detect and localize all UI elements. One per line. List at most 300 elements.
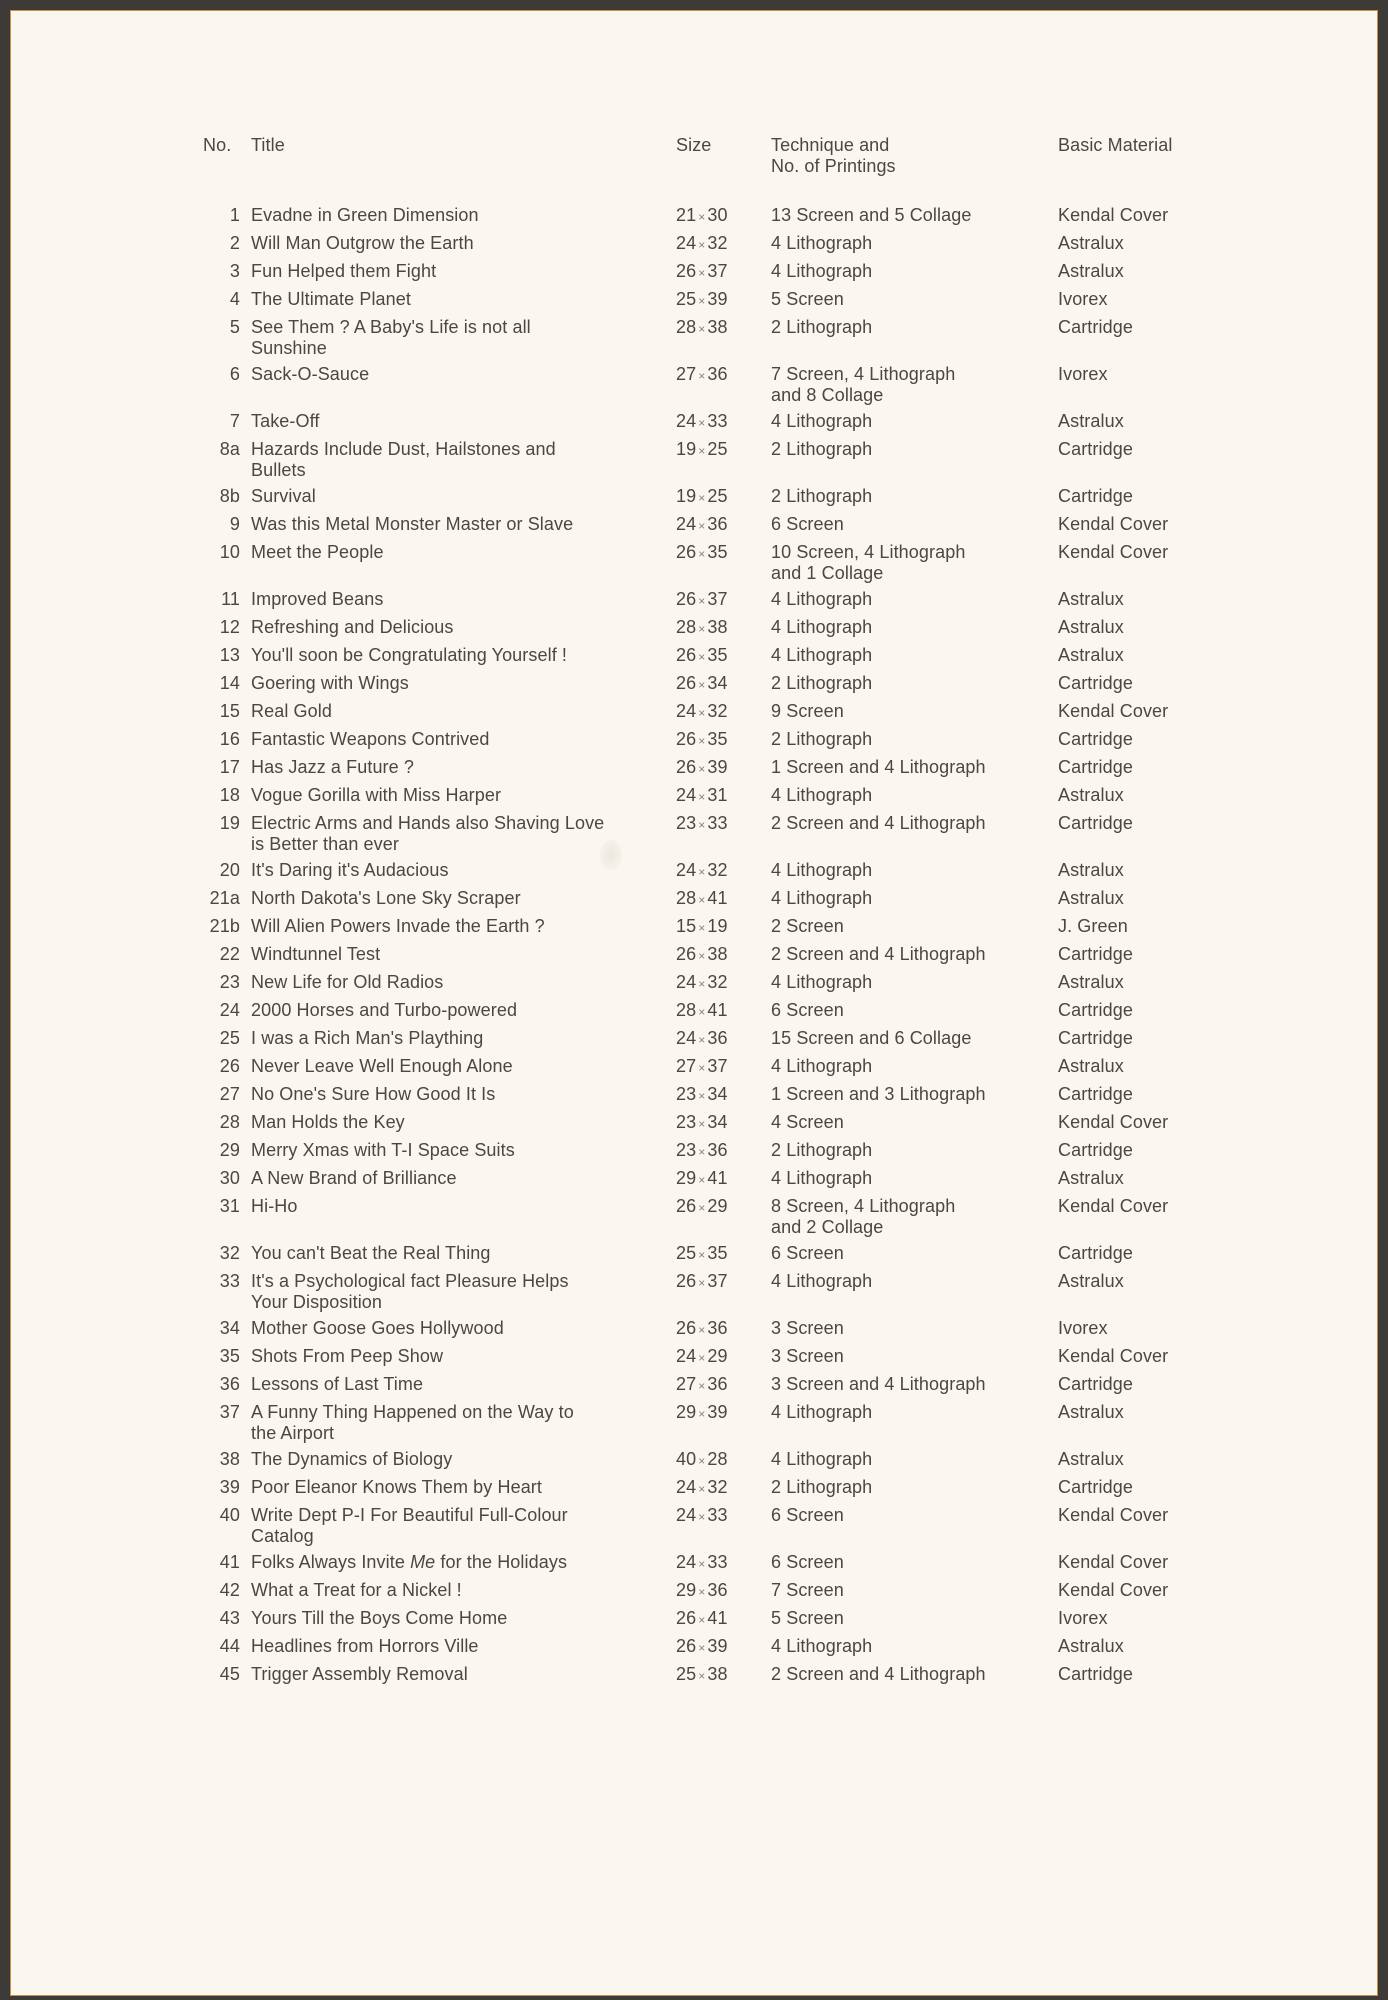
row-title: Sack-O-Sauce [251, 364, 370, 384]
size-width: 26 [676, 944, 697, 964]
row-number: 12 [219, 617, 240, 637]
row-number: 44 [219, 1636, 240, 1656]
title-part: Folks Always Invite [251, 1552, 411, 1572]
size-height: 25 [707, 439, 728, 459]
row-title: Poor Eleanor Knows Them by Heart [251, 1477, 543, 1497]
table-row [203, 411, 1223, 434]
size-width: 26 [676, 1318, 697, 1338]
row-technique: 2 Screen [771, 916, 844, 936]
row-material: Astralux [1058, 1449, 1124, 1469]
row-technique: 6 Screen [771, 1243, 844, 1263]
row-size [676, 364, 771, 406]
row-material: Ivorex [1058, 1318, 1108, 1338]
row-technique: 2 Lithograph [771, 729, 873, 749]
table-row [203, 860, 1223, 883]
size-height: 37 [707, 1056, 728, 1076]
table-row [203, 289, 1223, 312]
table-row [203, 1402, 1223, 1444]
size-height: 33 [707, 1552, 728, 1572]
row-material: Kendal Cover [1058, 1580, 1169, 1600]
size-width: 40 [676, 1449, 697, 1469]
row-technique: 15 Screen and 6 Collage [771, 1028, 972, 1048]
row-technique: 1 Screen and 4 Lithograph [771, 757, 986, 777]
size-height: 32 [707, 972, 728, 992]
row-size [676, 785, 771, 808]
row-size [676, 289, 771, 312]
row-size [676, 1028, 771, 1051]
size-times-sign: × [698, 790, 706, 804]
row-size [676, 888, 771, 911]
row-number: 38 [219, 1449, 240, 1469]
size-width: 24 [676, 514, 697, 534]
size-height: 36 [707, 1318, 728, 1338]
table-row [203, 1056, 1223, 1079]
row-material: Cartridge [1058, 757, 1133, 777]
row-technique: 6 Screen [771, 1505, 844, 1525]
size-height: 36 [707, 1140, 728, 1160]
row-material: Astralux [1058, 860, 1124, 880]
table-row [203, 1084, 1223, 1107]
row-material: Cartridge [1058, 1084, 1133, 1104]
size-height: 37 [707, 1271, 728, 1291]
row-number: 22 [219, 944, 240, 964]
row-size [676, 439, 771, 481]
row-technique: 2 Lithograph [771, 317, 873, 337]
row-size [676, 813, 771, 855]
table-row [203, 1271, 1223, 1313]
size-height: 41 [707, 1608, 728, 1628]
row-technique: 7 Screen, 4 Lithograph and 8 Collage [771, 364, 956, 405]
table-row [203, 1028, 1223, 1051]
size-times-sign: × [698, 977, 706, 991]
row-size [676, 1580, 771, 1603]
size-times-sign: × [698, 1585, 706, 1599]
size-width: 24 [676, 233, 697, 253]
row-title: Meet the People [251, 542, 384, 562]
size-height: 33 [707, 813, 728, 833]
size-times-sign: × [698, 622, 706, 636]
size-times-sign: × [698, 322, 706, 336]
size-width: 28 [676, 317, 697, 337]
row-number: 20 [219, 860, 240, 880]
row-number: 19 [219, 813, 240, 833]
table-row [203, 1552, 1223, 1575]
row-material: Cartridge [1058, 1664, 1133, 1684]
row-number: 10 [219, 542, 240, 562]
row-number: 15 [219, 701, 240, 721]
row-number: 17 [219, 757, 240, 777]
size-width: 26 [676, 673, 697, 693]
row-material: Astralux [1058, 233, 1124, 253]
row-technique: 6 Screen [771, 1000, 844, 1020]
size-times-sign: × [698, 1407, 706, 1421]
row-technique: 2 Lithograph [771, 439, 873, 459]
table-row [203, 944, 1223, 967]
row-material: Cartridge [1058, 1028, 1133, 1048]
row-size [676, 916, 771, 939]
row-size [676, 1318, 771, 1341]
row-size [676, 1608, 771, 1631]
row-size [676, 1084, 771, 1107]
table-row [203, 589, 1223, 612]
size-height: 41 [707, 888, 728, 908]
size-times-sign: × [698, 893, 706, 907]
row-size [676, 1449, 771, 1472]
size-times-sign: × [698, 678, 706, 692]
row-number: 11 [221, 589, 240, 609]
size-height: 36 [707, 364, 728, 384]
row-title: The Dynamics of Biology [251, 1449, 453, 1469]
row-title: Fun Helped them Fight [251, 261, 437, 281]
size-height: 36 [707, 1028, 728, 1048]
row-technique: 4 Lithograph [771, 888, 873, 908]
size-height: 32 [707, 1477, 728, 1497]
size-width: 28 [676, 1000, 697, 1020]
row-size [676, 1196, 771, 1238]
row-size [676, 1477, 771, 1500]
size-times-sign: × [698, 734, 706, 748]
size-times-sign: × [698, 1454, 706, 1468]
size-times-sign: × [698, 865, 706, 879]
size-times-sign: × [698, 1201, 706, 1215]
size-height: 34 [707, 1112, 728, 1132]
row-number: 29 [219, 1140, 240, 1160]
row-technique: 4 Lithograph [771, 411, 873, 431]
size-width: 26 [676, 1271, 697, 1291]
row-size [676, 701, 771, 724]
row-number: 32 [219, 1243, 240, 1263]
size-times-sign: × [698, 210, 706, 224]
table-row [203, 1664, 1223, 1687]
header-title: Title [251, 135, 285, 155]
table-row [203, 205, 1223, 228]
row-number: 18 [219, 785, 240, 805]
row-number: 26 [219, 1056, 240, 1076]
row-number: 39 [219, 1477, 240, 1497]
row-size [676, 645, 771, 668]
table-row [203, 1608, 1223, 1631]
row-size [676, 860, 771, 883]
size-height: 29 [707, 1346, 728, 1366]
catalogue-table [203, 135, 1223, 1692]
row-technique: 4 Lithograph [771, 645, 873, 665]
row-size [676, 757, 771, 780]
table-row [203, 364, 1223, 406]
size-times-sign: × [698, 1005, 706, 1019]
row-material: Cartridge [1058, 729, 1133, 749]
row-number: 24 [219, 1000, 240, 1020]
row-technique: 5 Screen [771, 1608, 844, 1628]
row-number: 4 [229, 289, 240, 309]
row-technique: 1 Screen and 3 Lithograph [771, 1084, 986, 1104]
table-row [203, 757, 1223, 780]
row-number: 1 [229, 205, 240, 225]
size-height: 36 [707, 1580, 728, 1600]
table-row [203, 1449, 1223, 1472]
row-size [676, 1664, 771, 1687]
table-row [203, 1196, 1223, 1238]
row-number: 45 [219, 1664, 240, 1684]
row-title: Will Man Outgrow the Earth [251, 233, 474, 253]
row-technique: 4 Lithograph [771, 785, 873, 805]
row-material: Cartridge [1058, 439, 1133, 459]
row-number: 21b [209, 916, 240, 936]
row-material: Cartridge [1058, 1374, 1133, 1394]
size-height: 39 [707, 757, 728, 777]
size-width: 25 [676, 1664, 697, 1684]
size-height: 34 [707, 673, 728, 693]
size-width: 27 [676, 1056, 697, 1076]
row-size [676, 1552, 771, 1575]
row-title: Man Holds the Key [251, 1112, 405, 1132]
row-technique: 9 Screen [771, 701, 844, 721]
row-title: Take-Off [251, 411, 320, 431]
size-times-sign: × [698, 1173, 706, 1187]
table-row [203, 233, 1223, 256]
row-material: Astralux [1058, 785, 1124, 805]
row-size [676, 1140, 771, 1163]
size-times-sign: × [698, 1557, 706, 1571]
row-title: Goering with Wings [251, 673, 409, 693]
row-title: Real Gold [251, 701, 332, 721]
size-height: 33 [707, 1505, 728, 1525]
row-material: Astralux [1058, 1271, 1124, 1291]
size-height: 33 [707, 411, 728, 431]
size-width: 25 [676, 289, 697, 309]
row-title: I was a Rich Man's Plaything [251, 1028, 484, 1048]
row-title: North Dakota's Lone Sky Scraper [251, 888, 521, 908]
row-title: A Funny Thing Happened on the Way to the Airport [251, 1402, 574, 1443]
row-size [676, 673, 771, 696]
row-technique: 4 Screen [771, 1112, 844, 1132]
size-width: 23 [676, 1084, 697, 1104]
row-number: 8b [219, 486, 240, 506]
row-technique: 6 Screen [771, 514, 844, 534]
size-times-sign: × [698, 762, 706, 776]
size-times-sign: × [698, 491, 706, 505]
size-times-sign: × [698, 706, 706, 720]
size-times-sign: × [698, 1248, 706, 1262]
row-title: You can't Beat the Real Thing [251, 1243, 491, 1263]
size-width: 26 [676, 1196, 697, 1216]
row-title: The Ultimate Planet [251, 289, 411, 309]
row-size [676, 1505, 771, 1547]
row-size [676, 1271, 771, 1313]
size-width: 21 [676, 205, 697, 225]
row-technique: 4 Lithograph [771, 1636, 873, 1656]
row-technique: 2 Screen and 4 Lithograph [771, 1664, 986, 1684]
row-technique: 4 Lithograph [771, 1056, 873, 1076]
row-size [676, 1056, 771, 1079]
row-material: Kendal Cover [1058, 514, 1169, 534]
row-number: 36 [219, 1374, 240, 1394]
row-technique: 10 Screen, 4 Lithograph and 1 Collage [771, 542, 966, 583]
row-material: Astralux [1058, 645, 1124, 665]
row-number: 8a [219, 439, 240, 459]
row-technique: 2 Screen and 4 Lithograph [771, 813, 986, 833]
row-number: 3 [229, 261, 240, 281]
size-times-sign: × [698, 818, 706, 832]
row-size [676, 1112, 771, 1135]
size-height: 37 [707, 261, 728, 281]
size-height: 37 [707, 589, 728, 609]
size-width: 24 [676, 1477, 697, 1497]
size-height: 25 [707, 486, 728, 506]
row-technique: 4 Lithograph [771, 233, 873, 253]
table-row [203, 701, 1223, 724]
row-title: Fantastic Weapons Contrived [251, 729, 490, 749]
size-width: 19 [676, 486, 697, 506]
row-technique: 6 Screen [771, 1552, 844, 1572]
row-material: Cartridge [1058, 1000, 1133, 1020]
title-emphasis: Me [410, 1552, 436, 1572]
row-technique: 2 Lithograph [771, 1140, 873, 1160]
row-title: Evadne in Green Dimension [251, 205, 479, 225]
row-material: Cartridge [1058, 673, 1133, 693]
row-number: 43 [219, 1608, 240, 1628]
size-height: 28 [707, 1449, 728, 1469]
size-width: 26 [676, 757, 697, 777]
row-title: It's Daring it's Audacious [251, 860, 449, 880]
table-row [203, 439, 1223, 481]
row-size [676, 1346, 771, 1369]
size-height: 29 [707, 1196, 728, 1216]
row-size [676, 205, 771, 228]
row-number: 5 [229, 317, 240, 337]
row-size [676, 729, 771, 752]
row-title: What a Treat for a Nickel ! [251, 1580, 462, 1600]
paper-page [10, 10, 1378, 1996]
row-technique: 4 Lithograph [771, 860, 873, 880]
size-times-sign: × [698, 1613, 706, 1627]
table-row [203, 261, 1223, 284]
row-technique: 13 Screen and 5 Collage [771, 205, 972, 225]
row-material: Kendal Cover [1058, 1552, 1169, 1572]
row-title: Mother Goose Goes Hollywood [251, 1318, 504, 1338]
row-title: Refreshing and Delicious [251, 617, 454, 637]
table-row [203, 1477, 1223, 1500]
row-number: 7 [229, 411, 240, 431]
table-row [203, 1168, 1223, 1191]
row-title: New Life for Old Radios [251, 972, 444, 992]
row-number: 13 [219, 645, 240, 665]
row-number: 9 [229, 514, 240, 534]
row-technique: 7 Screen [771, 1580, 844, 1600]
row-material: Astralux [1058, 589, 1124, 609]
row-size [676, 486, 771, 509]
row-number: 25 [219, 1028, 240, 1048]
row-technique: 4 Lithograph [771, 617, 873, 637]
row-material: Kendal Cover [1058, 701, 1169, 721]
row-size [676, 317, 771, 359]
row-number: 27 [219, 1084, 240, 1104]
row-title: Yours Till the Boys Come Home [251, 1608, 508, 1628]
row-title: Hi-Ho [251, 1196, 298, 1216]
size-width: 24 [676, 411, 697, 431]
size-times-sign: × [698, 1510, 706, 1524]
table-row [203, 972, 1223, 995]
table-row [203, 1112, 1223, 1135]
row-size [676, 944, 771, 967]
row-title: Lessons of Last Time [251, 1374, 424, 1394]
row-title: Shots From Peep Show [251, 1346, 444, 1366]
size-height: 38 [707, 617, 728, 637]
size-width: 28 [676, 617, 697, 637]
size-width: 29 [676, 1580, 697, 1600]
table-row [203, 1580, 1223, 1603]
row-title: Survival [251, 486, 316, 506]
row-title: It's a Psychological fact Pleasure Helps Your Disposition [251, 1271, 569, 1312]
size-times-sign: × [698, 519, 706, 533]
size-width: 24 [676, 1028, 697, 1048]
table-row [203, 888, 1223, 911]
table-row [203, 1374, 1223, 1397]
table-row [203, 1000, 1223, 1023]
size-height: 36 [707, 514, 728, 534]
size-height: 38 [707, 1664, 728, 1684]
table-row [203, 729, 1223, 752]
table-row [203, 514, 1223, 537]
row-number: 21a [209, 888, 240, 908]
row-technique: 8 Screen, 4 Lithograph and 2 Collage [771, 1196, 956, 1237]
row-technique: 3 Screen [771, 1318, 844, 1338]
size-times-sign: × [698, 444, 706, 458]
row-number: 23 [219, 972, 240, 992]
size-times-sign: × [698, 547, 706, 561]
row-material: Kendal Cover [1058, 1505, 1169, 1525]
size-width: 26 [676, 1636, 697, 1656]
size-height: 31 [707, 785, 728, 805]
table-row [203, 1318, 1223, 1341]
table-row [203, 486, 1223, 509]
row-material: Ivorex [1058, 364, 1108, 384]
row-technique: 3 Screen [771, 1346, 844, 1366]
table-row [203, 1243, 1223, 1266]
row-title: See Them ? A Baby's Life is not all Sunshine [251, 317, 531, 358]
header-size: Size [676, 135, 712, 155]
row-technique: 2 Lithograph [771, 486, 873, 506]
size-height: 32 [707, 860, 728, 880]
table-row [203, 1636, 1223, 1659]
header-no: No. [203, 135, 232, 155]
size-times-sign: × [698, 1482, 706, 1496]
row-material: Kendal Cover [1058, 1112, 1169, 1132]
row-title: Has Jazz a Future ? [251, 757, 414, 777]
row-size [676, 617, 771, 640]
row-number: 6 [229, 364, 240, 384]
size-height: 34 [707, 1084, 728, 1104]
size-height: 39 [707, 1402, 728, 1422]
table-body [203, 205, 1223, 1687]
row-size [676, 233, 771, 256]
size-width: 24 [676, 1505, 697, 1525]
table-row [203, 542, 1223, 584]
row-title: Trigger Assembly Removal [251, 1664, 468, 1684]
size-height: 38 [707, 944, 728, 964]
size-width: 26 [676, 542, 697, 562]
row-title: A New Brand of Brilliance [251, 1168, 457, 1188]
size-height: 32 [707, 701, 728, 721]
table-header [203, 135, 1223, 177]
size-width: 23 [676, 1140, 697, 1160]
table-row [203, 813, 1223, 855]
table-row [203, 785, 1223, 808]
row-number: 28 [219, 1112, 240, 1132]
row-size [676, 1168, 771, 1191]
row-material: Astralux [1058, 1402, 1124, 1422]
row-number: 14 [219, 673, 240, 693]
size-width: 26 [676, 261, 697, 281]
